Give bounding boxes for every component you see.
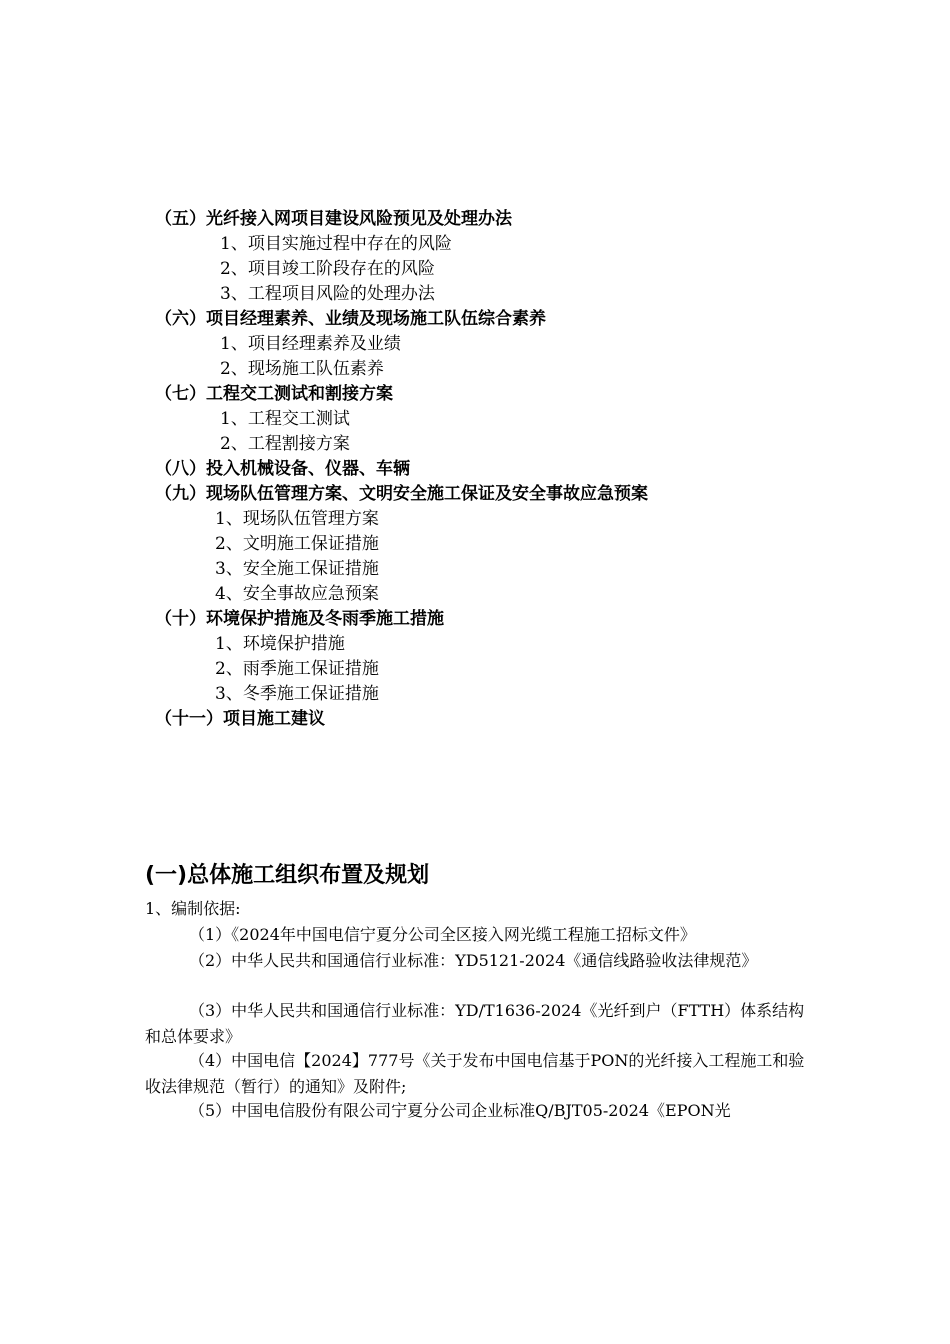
toc-subsection-entry: 1、现场队伍管理方案 [215, 509, 379, 529]
toc-subsection-entry: 2、项目竣工阶段存在的风险 [220, 259, 435, 279]
toc-subsection-entry: 4、安全事故应急预案 [215, 584, 379, 604]
toc-subsection-entry: 1、项目经理素养及业绩 [220, 334, 401, 354]
toc-subsection-entry: 1、环境保护措施 [215, 634, 345, 654]
basis-label: 1、编制依据: [145, 899, 241, 918]
toc-subsection-entry: 2、现场施工队伍素养 [220, 359, 384, 379]
reference-item: （5）中国电信股份有限公司宁夏分公司企业标准Q/BJT05-2024《EPON光 [189, 1101, 731, 1120]
toc-subsection-entry: 3、安全施工保证措施 [215, 559, 379, 579]
toc-section-entry: （六）项目经理素养、业绩及现场施工队伍综合素养 [155, 309, 546, 329]
toc-subsection-entry: 1、工程交工测试 [220, 409, 350, 429]
reference-item: （2）中华人民共和国通信行业标准：YD5121-2024《通信线路验收法律规范》 [189, 951, 758, 970]
toc-subsection-entry: 2、工程割接方案 [220, 434, 350, 454]
toc-section-entry: （十一）项目施工建议 [155, 709, 325, 729]
toc-section-entry: （五）光纤接入网项目建设风险预见及处理办法 [155, 209, 512, 229]
toc-subsection-entry: 1、项目实施过程中存在的风险 [220, 234, 452, 254]
reference-item: （4）中国电信【2024】777号《关于发布中国电信基于PON的光纤接入工程施工和验收法律规范（暂行）的通知》及附件; [145, 1051, 805, 1096]
reference-item: （3）中华人民共和国通信行业标准：YD/T1636-2024《光纤到户（FTTH）体系结构和总体要求》 [145, 1001, 805, 1046]
reference-item: （1）《2024年中国电信宁夏分公司全区接入网光缆工程施工招标文件》 [189, 925, 696, 944]
toc-subsection-entry: 3、工程项目风险的处理办法 [220, 284, 435, 304]
toc-section-entry: （十）环境保护措施及冬雨季施工措施 [155, 609, 444, 629]
section-heading: (一)总体施工组织布置及规划 [145, 863, 430, 888]
toc-section-entry: （九）现场队伍管理方案、文明安全施工保证及安全事故应急预案 [155, 484, 648, 504]
toc-subsection-entry: 3、冬季施工保证措施 [215, 684, 379, 704]
toc-subsection-entry: 2、文明施工保证措施 [215, 534, 379, 554]
toc-section-entry: （八）投入机械设备、仪器、车辆 [155, 459, 410, 479]
toc-subsection-entry: 2、雨季施工保证措施 [215, 659, 379, 679]
toc-section-entry: （七）工程交工测试和割接方案 [155, 384, 393, 404]
